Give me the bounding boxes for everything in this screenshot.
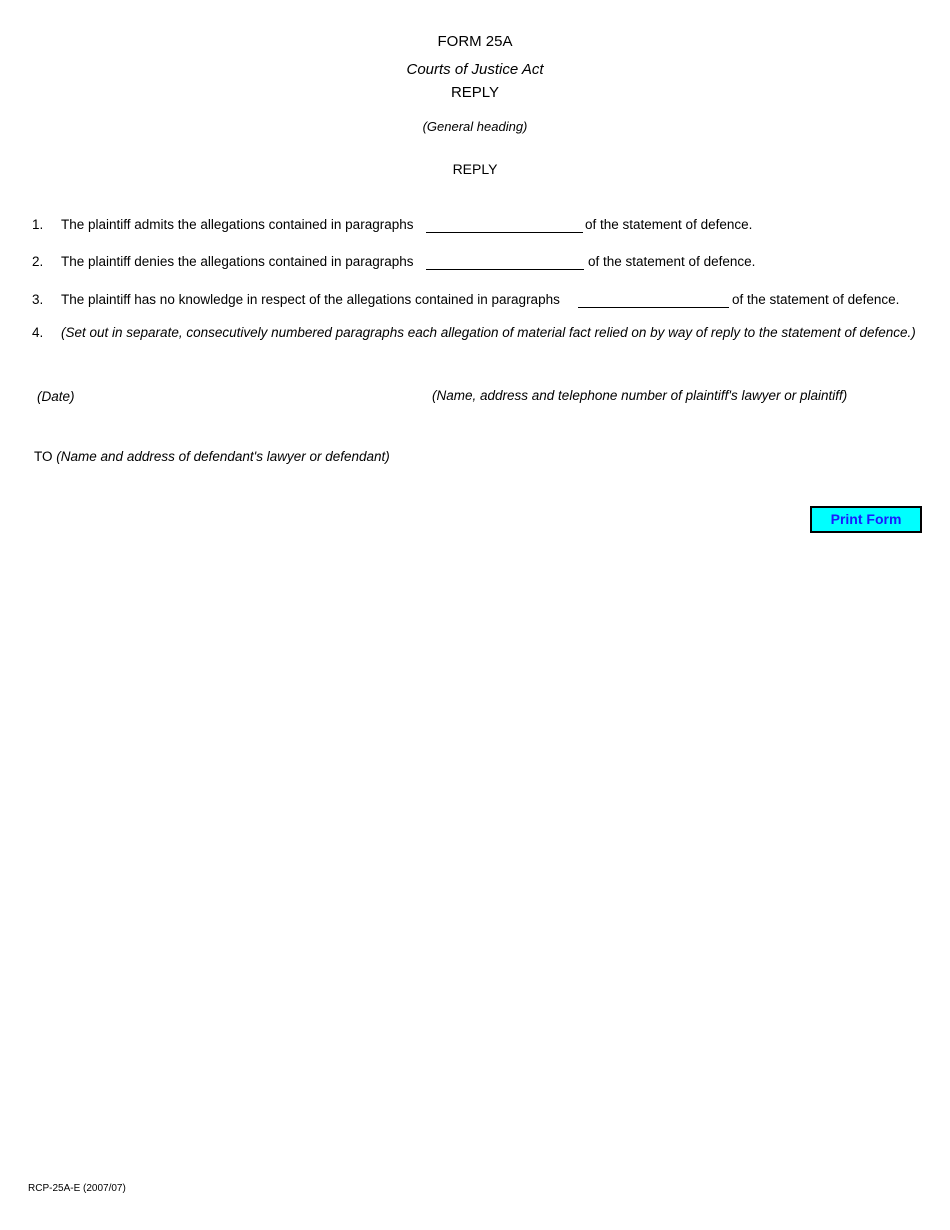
print-form-button[interactable]: Print Form: [810, 506, 922, 533]
paragraph-3-no-knowledge-paragraphs-field[interactable]: [578, 289, 729, 308]
paragraph-text: The plaintiff denies the allegations contained in paragraphs: [61, 254, 414, 269]
paragraph-text: The plaintiff has no knowledge in respect of the allegations contained in paragraphs: [61, 292, 560, 307]
document-title: REPLY: [452, 161, 498, 177]
paragraph-text-end: of the statement of defence.: [585, 217, 753, 232]
act-name: Courts of Justice Act: [406, 61, 544, 78]
paragraph-text-end: of the statement of defence.: [732, 292, 900, 307]
paragraph-text: The plaintiff admits the allegations contained in paragraphs: [61, 217, 414, 232]
to-block: [34, 449, 390, 464]
paragraph-number: 3.: [32, 292, 44, 307]
date-label: (Date): [37, 389, 75, 404]
paragraph-instruction: (Set out in separate, consecutively numbered paragraphs each allegation of material fact relied on by way of reply to the statement of defence.): [61, 325, 916, 340]
form-code: RCP-25A-E (2007/07): [28, 1183, 126, 1194]
paragraph-text-end: of the statement of defence.: [588, 254, 756, 269]
paragraph-number: 4.: [32, 325, 44, 340]
paragraph-number: 1.: [32, 217, 44, 232]
paragraph-2-denied-paragraphs-field[interactable]: [426, 251, 584, 270]
paragraph-number: 2.: [32, 254, 44, 269]
paragraph-1-admitted-paragraphs-field[interactable]: [426, 214, 583, 233]
defendant-lawyer-label: (Name and address of defendant's lawyer or defendant): [56, 449, 390, 464]
to-prefix: TO: [34, 449, 53, 464]
general-heading: (General heading): [422, 119, 528, 134]
form-title: REPLY: [450, 84, 500, 101]
plaintiff-lawyer-label: (Name, address and telephone number of plaintiff's lawyer or plaintiff): [432, 388, 848, 403]
form-number: FORM 25A: [437, 33, 513, 50]
